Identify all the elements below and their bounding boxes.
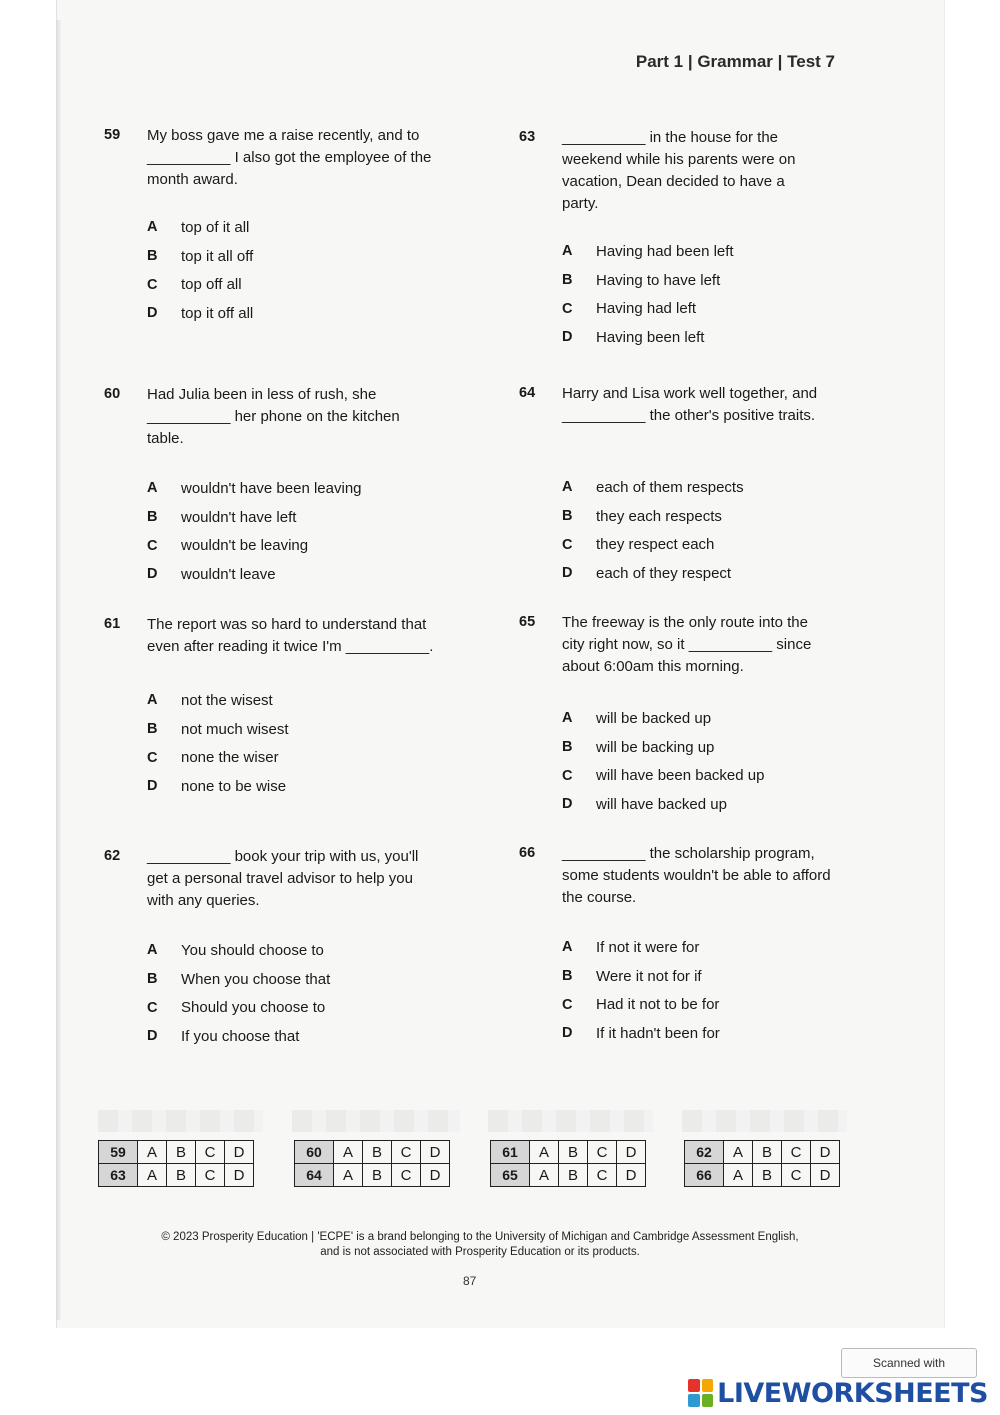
answer-cell-d[interactable]: D (811, 1164, 840, 1187)
bleed-through (488, 1110, 653, 1132)
question-63 (519, 127, 819, 352)
question-number: 59 (104, 127, 121, 143)
option-a[interactable]: A will be backed up (562, 709, 712, 727)
liveworksheets-icon (688, 1379, 713, 1407)
copyright-line-2: and is not associated with Prosperity Education or its products. (320, 1246, 640, 1258)
answer-cell-d[interactable]: D (421, 1164, 450, 1187)
option-b[interactable]: B When you choose that (147, 970, 331, 988)
answer-cell-a[interactable]: A (334, 1164, 363, 1187)
answer-cell-c[interactable]: C (196, 1164, 225, 1187)
option-c[interactable]: C will have been backed up (562, 767, 765, 785)
question-text: My boss gave me a raise recently, and to __________ I also got the employee of the month award. (147, 127, 432, 188)
answer-row (99, 1164, 254, 1187)
answer-row (99, 1141, 254, 1164)
option-c[interactable]: C none the wiser (147, 749, 279, 767)
brand-name: LIVEWORKSHEETS (717, 1377, 988, 1409)
option-c[interactable]: C they respect each (562, 536, 715, 554)
option-d[interactable]: D none to be wise (147, 777, 287, 795)
option-c[interactable]: C Having had left (562, 300, 697, 318)
answer-row (295, 1141, 450, 1164)
answer-number: 62 (685, 1141, 724, 1164)
option-c[interactable]: C Should you choose to (147, 999, 326, 1017)
option-c[interactable]: C wouldn't be leaving (147, 537, 309, 555)
answer-grid-4 (684, 1140, 840, 1187)
question-number: 63 (519, 129, 536, 145)
option-c[interactable]: C Had it not to be for (562, 996, 720, 1014)
option-d[interactable]: D If it hadn't been for (562, 1024, 720, 1042)
bleed-through (98, 1110, 263, 1132)
answer-number: 65 (491, 1164, 530, 1187)
answer-cell-d[interactable]: D (617, 1164, 646, 1187)
bleed-through (292, 1110, 460, 1132)
question-text: The report was so hard to understand that even after reading it twice I'm __________. (147, 616, 434, 655)
answer-row (491, 1164, 646, 1187)
scanner-badge: Scanned with (841, 1348, 977, 1378)
question-text: The freeway is the only route into the city right now, so it __________ since about 6:00am this morning. (562, 614, 812, 675)
answer-cell-d[interactable]: D (421, 1141, 450, 1164)
answer-row (295, 1164, 450, 1187)
option-c[interactable]: C top off all (147, 276, 242, 294)
option-a[interactable]: A each of them respects (562, 478, 744, 496)
answer-cell-d[interactable]: D (225, 1141, 254, 1164)
answer-cell-b[interactable]: B (753, 1164, 782, 1187)
option-b[interactable]: B Were it not for if (562, 967, 702, 985)
answer-number: 61 (491, 1141, 530, 1164)
answer-cell-a[interactable]: A (138, 1141, 167, 1164)
answer-grid-2 (294, 1140, 450, 1187)
answer-cell-b[interactable]: B (363, 1141, 392, 1164)
answer-cell-b[interactable]: B (167, 1141, 196, 1164)
page-number: 87 (463, 1274, 477, 1288)
answer-cell-d[interactable]: D (617, 1141, 646, 1164)
answer-cell-a[interactable]: A (724, 1164, 753, 1187)
answer-cell-c[interactable]: C (196, 1141, 225, 1164)
page-header: Part 1 | Grammar | Test 7 (635, 52, 835, 71)
question-60 (104, 384, 404, 589)
answer-grid-3 (490, 1140, 646, 1187)
question-64 (519, 383, 819, 588)
option-b[interactable]: B not much wisest (147, 720, 289, 738)
copyright-line-1: © 2023 Prosperity Education | 'ECPE' is a brand belonging to the University of Michigan and Cambridge Assessment English, (161, 1231, 799, 1243)
answer-cell-b[interactable]: B (363, 1164, 392, 1187)
question-number: 60 (104, 386, 121, 402)
answer-cell-d[interactable]: D (811, 1141, 840, 1164)
option-d[interactable]: D will have backed up (562, 795, 727, 813)
option-b[interactable]: B they each respects (562, 507, 722, 525)
answer-grid-1 (98, 1140, 254, 1187)
answer-number: 64 (295, 1164, 334, 1187)
question-number: 62 (104, 848, 121, 864)
option-d[interactable]: D each of they respect (562, 564, 732, 582)
question-text: Had Julia been in less of rush, she __________ her phone on the kitchen table. (147, 386, 400, 447)
question-number: 64 (519, 385, 536, 401)
question-66 (519, 843, 831, 1048)
answer-cell-a[interactable]: A (530, 1164, 559, 1187)
option-b[interactable]: B wouldn't have left (147, 508, 297, 526)
option-b[interactable]: B Having to have left (562, 271, 721, 289)
option-d[interactable]: D wouldn't leave (147, 565, 276, 583)
answer-cell-a[interactable]: A (724, 1141, 753, 1164)
answer-cell-c[interactable]: C (782, 1141, 811, 1164)
bleed-through (682, 1110, 847, 1132)
answer-cell-b[interactable]: B (559, 1164, 588, 1187)
option-d[interactable]: D Having been left (562, 328, 705, 346)
answer-cell-b[interactable]: B (559, 1141, 588, 1164)
question-text: __________ in the house for the weekend while his parents were on vacation, Dean decided to have a party. (562, 129, 796, 212)
option-d[interactable]: D If you choose that (147, 1027, 300, 1045)
question-text: __________ the scholarship program, some students wouldn't be able to afford the course. (562, 845, 831, 906)
answer-row (685, 1141, 840, 1164)
answer-number: 66 (685, 1164, 724, 1187)
question-62 (104, 846, 419, 1051)
answer-cell-c[interactable]: C (392, 1164, 421, 1187)
option-a[interactable]: A Having had been left (562, 242, 734, 260)
answer-cell-b[interactable]: B (167, 1164, 196, 1187)
answer-cell-d[interactable]: D (225, 1164, 254, 1187)
answer-cell-c[interactable]: C (392, 1141, 421, 1164)
answer-row (685, 1164, 840, 1187)
option-a[interactable]: A top of it all (147, 218, 250, 236)
answer-row (491, 1141, 646, 1164)
question-61 (104, 614, 434, 801)
question-number: 65 (519, 614, 536, 630)
liveworksheets-logo[interactable] (688, 1375, 988, 1411)
option-b[interactable]: B top it all off (147, 247, 254, 265)
answer-cell-c[interactable]: C (588, 1141, 617, 1164)
question-65 (519, 612, 819, 819)
question-text: Harry and Lisa work well together, and __________ the other's positive traits. (562, 385, 818, 424)
option-a[interactable]: A wouldn't have been leaving (147, 479, 362, 497)
answer-number: 60 (295, 1141, 334, 1164)
answer-cell-c[interactable]: C (588, 1164, 617, 1187)
answer-cell-b[interactable]: B (753, 1141, 782, 1164)
option-d[interactable]: D top it off all (147, 304, 254, 322)
option-a[interactable]: A You should choose to (147, 941, 324, 959)
answer-cell-a[interactable]: A (334, 1141, 363, 1164)
answer-cell-a[interactable]: A (138, 1164, 167, 1187)
option-a[interactable]: A not the wisest (147, 691, 273, 709)
option-b[interactable]: B will be backing up (562, 738, 715, 756)
option-a[interactable]: A If not it were for (562, 938, 700, 956)
question-59 (104, 125, 432, 328)
answer-cell-c[interactable]: C (782, 1164, 811, 1187)
page-shadow (56, 20, 62, 1320)
answer-number: 59 (99, 1141, 138, 1164)
answer-cell-a[interactable]: A (530, 1141, 559, 1164)
copyright-footer (100, 1230, 860, 1260)
question-text: __________ book your trip with us, you'll get a personal travel advisor to help you with any queries. (147, 848, 419, 909)
question-number: 66 (519, 845, 536, 861)
answer-number: 63 (99, 1164, 138, 1187)
question-number: 61 (104, 616, 121, 632)
